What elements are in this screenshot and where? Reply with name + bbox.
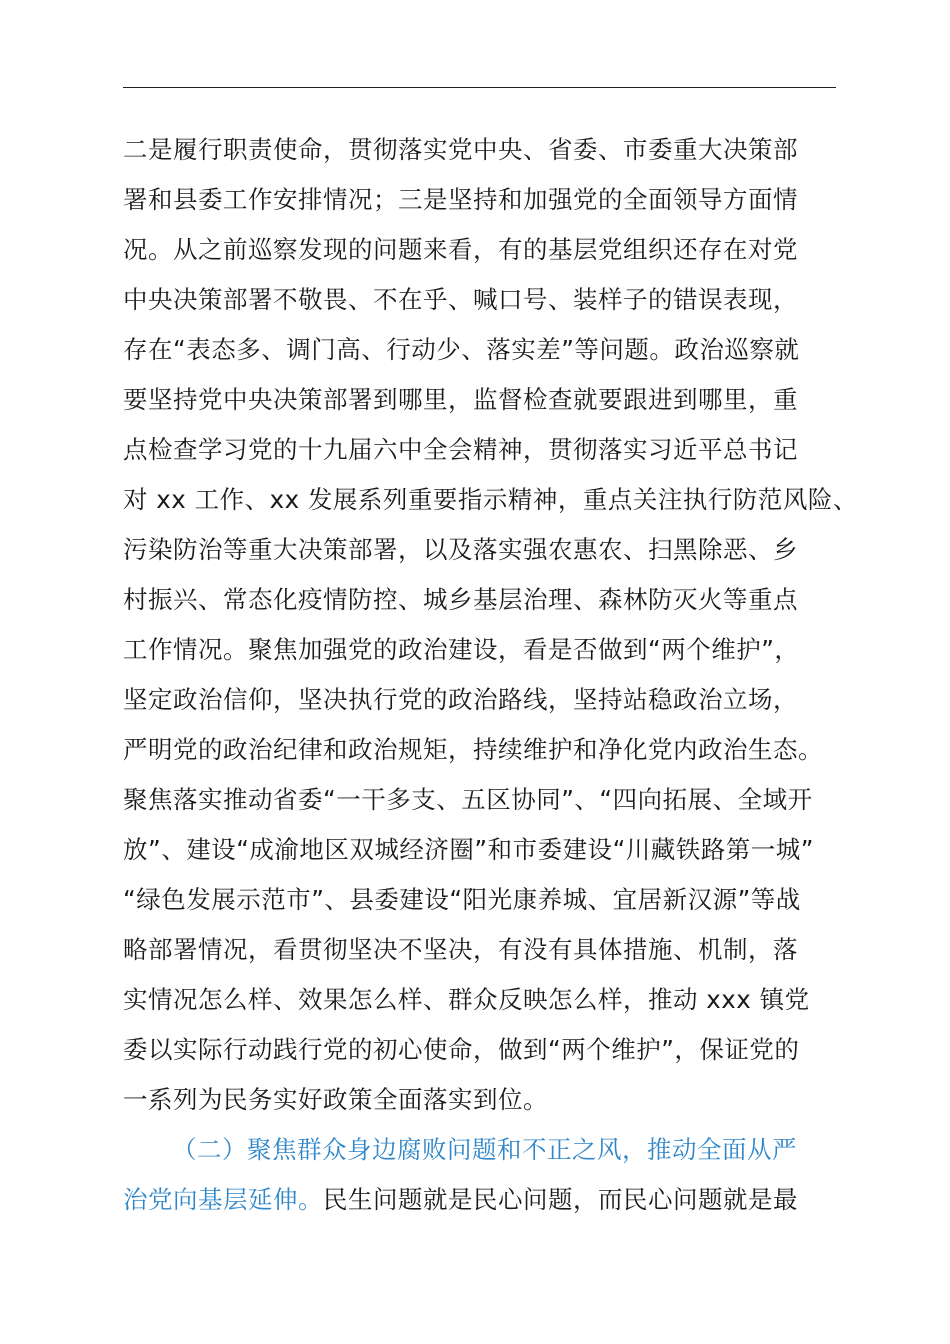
paragraph-line: 点检查学习党的十九届六中全会精神，贯彻落实习近平总书记 [123, 435, 798, 464]
section-body-text: 民生问题就是民心问题，而民心问题就是最 [323, 1185, 798, 1214]
paragraph-line: 对 xx 工作、xx 发展系列重要指示精神，重点关注执行防范风险、 [123, 485, 858, 514]
paragraph-line: 委以实际行动践行党的初心使命，做到“两个维护”，保证党的 [123, 1035, 800, 1064]
section-heading: （二）聚焦群众身边腐败问题和不正之风，推动全面从严 [172, 1135, 797, 1164]
paragraph-line: 聚焦落实推动省委“一干多支、五区协同”、“四向拓展、全域开 [123, 785, 813, 814]
paragraph-line: 略部署情况，看贯彻坚决不坚决，有没有具体措施、机制，落 [123, 935, 798, 964]
paragraph-line: 实情况怎么样、效果怎么样、群众反映怎么样，推动 xxx 镇党 [123, 985, 810, 1014]
paragraph-line: 工作情况。聚焦加强党的政治建设，看是否做到“两个维护”， [123, 635, 800, 664]
paragraph-line: 署和县委工作安排情况；三是坚持和加强党的全面领导方面情 [123, 185, 798, 214]
paragraph-line: 一系列为民务实好政策全面落实到位。 [123, 1085, 548, 1114]
paragraph-line: 中央决策部署不敬畏、不在乎、喊口号、装样子的错误表现， [123, 285, 798, 314]
paragraph-line: 二是履行职责使命，贯彻落实党中央、省委、市委重大决策部 [123, 135, 798, 164]
paragraph-line: 要坚持党中央决策部署到哪里，监督检查就要跟进到哪里，重 [123, 385, 798, 414]
section-heading-tail: 治党向基层延伸。 [123, 1185, 323, 1214]
section-heading-continuation [123, 1180, 798, 1220]
paragraph-line: 存在“表态多、调门高、行动少、落实差”等问题。政治巡察就 [123, 335, 800, 364]
header-rule [123, 87, 836, 88]
paragraph-line: 严明党的政治纪律和政治规矩，持续维护和净化党内政治生态。 [123, 735, 823, 764]
paragraph-line: 况。从之前巡察发现的问题来看，有的基层党组织还存在对党 [123, 235, 798, 264]
paragraph-line: 村振兴、常态化疫情防控、城乡基层治理、森林防灭火等重点 [123, 585, 798, 614]
paragraph-line: “绿色发展示范市”、县委建设“阳光康养城、宜居新汉源”等战 [123, 885, 801, 914]
paragraph-line: 污染防治等重大决策部署，以及落实强农惠农、扫黑除恶、乡 [123, 535, 798, 564]
paragraph-line: 坚定政治信仰，坚决执行党的政治路线，坚持站稳政治立场， [123, 685, 798, 714]
paragraph-line: 放”、建设“成渝地区双城经济圈”和市委建设“川藏铁路第一城” [123, 835, 814, 864]
